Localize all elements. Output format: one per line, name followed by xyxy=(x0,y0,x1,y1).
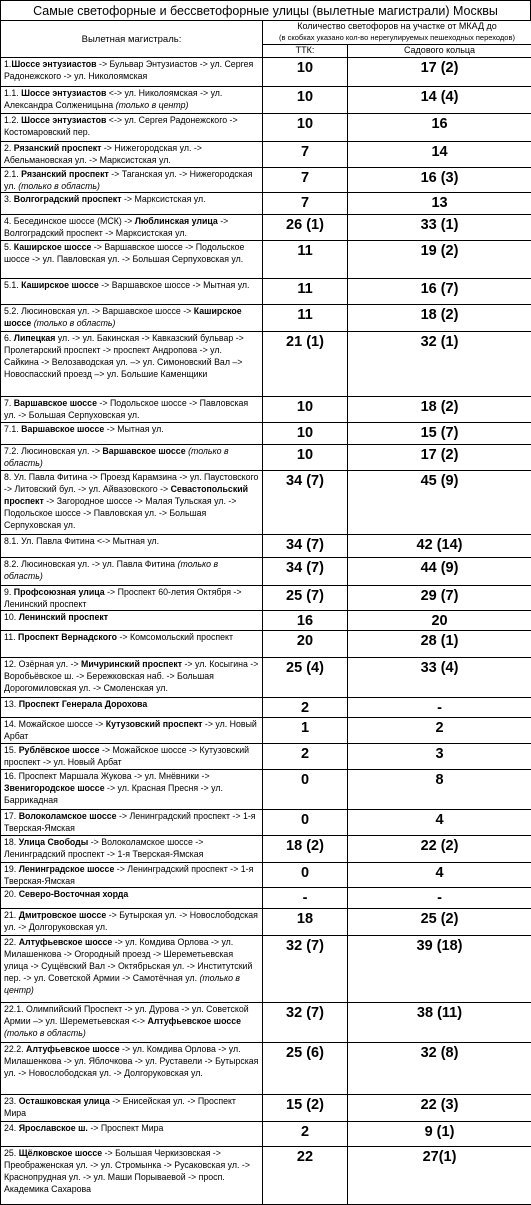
ttk-count-cell: 10 xyxy=(263,114,348,142)
route-text: 8.1. Ул. Павла Фитина <-> Мытная ул. xyxy=(4,536,159,546)
ttk-count-cell: 25 (4) xyxy=(263,658,348,698)
route-text: 16. Проспект Маршала Жукова -> ул. Мнёвники -> xyxy=(4,771,210,781)
garden-ring-count-cell: 33 (1) xyxy=(348,215,531,241)
table-row xyxy=(1,558,531,586)
garden-ring-count-cell: 15 (7) xyxy=(348,423,531,445)
route-highway-name: Каширское шоссе xyxy=(14,242,92,252)
route-highway-name: Кутузовский проспект xyxy=(106,719,203,729)
route-text: -> Ленинградский проспект -> 1-я Тверская-Ямская xyxy=(4,864,253,886)
table-row xyxy=(1,1095,531,1122)
table-row xyxy=(1,279,531,305)
route-cell xyxy=(1,909,263,936)
table-row xyxy=(1,397,531,423)
route-text: -> Марксистская ул. xyxy=(122,194,206,204)
route-cell xyxy=(1,1003,263,1043)
garden-ring-count-cell: 32 (1) xyxy=(348,332,531,397)
route-cell xyxy=(1,87,263,114)
route-text: -> Варшавское шоссе -> Мытная ул. xyxy=(99,280,250,290)
route-text: -> ул. Комдива Орлова -> ул. Милашенкова -> ул. Яблочкова -> ул. Руставели -> Бутырская ул. -> Новослободская ул. -> Долгоруковская ул. xyxy=(4,1044,258,1078)
table-row xyxy=(1,445,531,471)
garden-ring-count-cell: 16 (7) xyxy=(348,279,531,305)
route-highway-name: Улица Свободы xyxy=(19,837,89,847)
route-cell xyxy=(1,770,263,810)
garden-ring-count-cell: 29 (7) xyxy=(348,586,531,611)
ttk-count-cell: 7 xyxy=(263,168,348,193)
route-cell xyxy=(1,114,263,142)
route-text: 5.2. Люсиновская ул. -> Варшавское шоссе -> xyxy=(4,306,194,316)
route-cell xyxy=(1,611,263,631)
route-text: -> Варшавское шоссе -> Подольское шоссе -> ул. Павловская ул. -> Большая Серпуховская ул. xyxy=(4,242,244,264)
route-cell xyxy=(1,535,263,558)
table-row xyxy=(1,168,531,193)
route-text: <-> ул. Сергея Радонежского -> Костомаровский пер. xyxy=(4,115,238,137)
route-text: -> Загородное шоссе -> Малая Тульская ул. -> Подольское шоссе -> Павловская ул. -> Большая Серпуховская ул. xyxy=(4,496,236,530)
table-row xyxy=(1,718,531,744)
route-text: 17. xyxy=(4,811,19,821)
route-text: 23. xyxy=(4,1096,19,1106)
garden-ring-count-cell: 18 (2) xyxy=(348,397,531,423)
table-row xyxy=(1,215,531,241)
route-highway-name: Ярославское ш. xyxy=(19,1123,88,1133)
route-cell xyxy=(1,810,263,836)
route-cell xyxy=(1,305,263,332)
table-row xyxy=(1,332,531,397)
route-highway-name: Осташковская улица xyxy=(19,1096,110,1106)
route-text: 7.1. xyxy=(4,424,21,434)
table-row xyxy=(1,586,531,611)
ttk-count-cell: 7 xyxy=(263,142,348,168)
route-highway-name: Варшавское шоссе xyxy=(21,424,104,434)
garden-ring-count-cell: 19 (2) xyxy=(348,241,531,279)
route-text: -> Проспект Мира xyxy=(88,1123,164,1133)
route-text: 2. xyxy=(4,143,14,153)
route-cell xyxy=(1,888,263,909)
route-highway-name: Ленинградское шоссе xyxy=(19,864,115,874)
table-row xyxy=(1,423,531,445)
route-text: -> Бутырская ул. -> Новослободская ул. -> Долгоруковская ул. xyxy=(4,910,258,932)
route-direction-note: (только в область) xyxy=(4,446,229,468)
header-route: Вылетная магистраль: xyxy=(1,21,263,58)
route-highway-name: Волоколамское шоссе xyxy=(19,811,117,821)
route-cell xyxy=(1,631,263,658)
table-row xyxy=(1,1043,531,1095)
route-text: 13. xyxy=(4,699,19,709)
route-direction-note: (только в центр) xyxy=(116,100,189,110)
route-highway-name: Липецкая xyxy=(14,333,56,343)
ttk-count-cell: 18 (2) xyxy=(263,836,348,863)
route-cell xyxy=(1,558,263,586)
ttk-count-cell: 25 (7) xyxy=(263,586,348,611)
route-direction-note: (только в область) xyxy=(18,181,100,191)
route-cell xyxy=(1,58,263,87)
route-text: 19. xyxy=(4,864,19,874)
route-highway-name: Северо-Восточная хорда xyxy=(19,889,129,899)
route-cell xyxy=(1,193,263,215)
route-highway-name: Проспект Вернадского xyxy=(18,632,117,642)
route-text: 18. xyxy=(4,837,19,847)
table-row xyxy=(1,471,531,535)
route-cell xyxy=(1,1095,263,1122)
garden-ring-count-cell: 20 xyxy=(348,611,531,631)
route-text: 22. xyxy=(4,937,19,947)
table-row xyxy=(1,936,531,1003)
document-title: Самые светофорные и бессветофорные улицы (вылетные магистрали) Москвы xyxy=(0,0,531,20)
garden-ring-count-cell: 25 (2) xyxy=(348,909,531,936)
route-cell xyxy=(1,698,263,718)
route-text: ул. -> ул. Бакинская -> Кавказский бульвар -> Пролетарский проспект -> проспект Андропова -> ул. Сайкина -> Велозаводская ул. –> ул. Симоновский Вал –> Новоспасский проезд –> ул. Большие Каменщики xyxy=(4,333,244,379)
garden-ring-count-cell: 45 (9) xyxy=(348,471,531,535)
route-highway-name: Севастопольский проспект xyxy=(4,484,248,506)
route-highway-name: Рязанский проспект xyxy=(21,169,109,179)
table-row xyxy=(1,305,531,332)
header-count-label: Количество светофоров на участке от МКАД до xyxy=(266,21,528,32)
ttk-count-cell: 11 xyxy=(263,305,348,332)
route-text: 22.2. xyxy=(4,1044,26,1054)
garden-ring-count-cell: 17 (2) xyxy=(348,445,531,471)
garden-ring-count-cell: 4 xyxy=(348,863,531,888)
route-text: 6. xyxy=(4,333,14,343)
route-text: 20. xyxy=(4,889,19,899)
table-row xyxy=(1,744,531,770)
table-row xyxy=(1,241,531,279)
garden-ring-count-cell: 38 (11) xyxy=(348,1003,531,1043)
ttk-count-cell: 18 xyxy=(263,909,348,936)
table-row xyxy=(1,193,531,215)
route-highway-name: Рязанский проспект xyxy=(14,143,102,153)
ttk-count-cell: 32 (7) xyxy=(263,1003,348,1043)
ttk-count-cell: 32 (7) xyxy=(263,936,348,1003)
table-row xyxy=(1,87,531,114)
route-highway-name: Алтуфьевское шоссе xyxy=(147,1016,241,1026)
route-text: 1.1. xyxy=(4,88,21,98)
ttk-count-cell: 0 xyxy=(263,863,348,888)
ttk-count-cell: 34 (7) xyxy=(263,558,348,586)
route-text: -> Можайское шоссе -> Кутузовский проспект -> ул. Новый Арбат xyxy=(4,745,249,767)
route-text: 4. Бесединское шоссе (МСК) -> xyxy=(4,216,135,226)
route-cell xyxy=(1,744,263,770)
ttk-count-cell: 2 xyxy=(263,1122,348,1147)
route-cell xyxy=(1,215,263,241)
route-cell xyxy=(1,1043,263,1095)
ttk-count-cell: 0 xyxy=(263,810,348,836)
table-row xyxy=(1,863,531,888)
route-cell xyxy=(1,1122,263,1147)
garden-ring-count-cell: 39 (18) xyxy=(348,936,531,1003)
garden-ring-count-cell: 33 (4) xyxy=(348,658,531,698)
table-row xyxy=(1,698,531,718)
route-highway-name: Люблинская улица xyxy=(135,216,218,226)
route-cell xyxy=(1,936,263,1003)
route-cell xyxy=(1,1147,263,1205)
table-row xyxy=(1,770,531,810)
ttk-count-cell: 10 xyxy=(263,87,348,114)
route-direction-note: (только в область) xyxy=(4,559,218,581)
garden-ring-count-cell: 16 (3) xyxy=(348,168,531,193)
route-text: 5. xyxy=(4,242,14,252)
route-highway-name: Профсоюзная улица xyxy=(14,587,105,597)
route-text: -> Мытная ул. xyxy=(104,424,163,434)
garden-ring-count-cell: 44 (9) xyxy=(348,558,531,586)
route-cell xyxy=(1,142,263,168)
route-text: 21. xyxy=(4,910,19,920)
table-body xyxy=(1,58,531,1205)
garden-ring-count-cell: 4 xyxy=(348,810,531,836)
route-text: 9. xyxy=(4,587,14,597)
route-text: -> Енисейская ул. -> Проспект Мира xyxy=(4,1096,236,1118)
ttk-count-cell: - xyxy=(263,888,348,909)
route-highway-name: Мичуринский проспект xyxy=(81,659,182,669)
ttk-count-cell: 20 xyxy=(263,631,348,658)
route-text: 25. xyxy=(4,1148,19,1158)
ttk-count-cell: 2 xyxy=(263,744,348,770)
route-cell xyxy=(1,241,263,279)
route-highway-name: Рублёвское шоссе xyxy=(19,745,100,755)
route-text: -> Подольское шоссе -> Павловская ул. -> Большая Серпуховская ул. xyxy=(4,398,248,420)
route-highway-name: Звенигородское шоссе xyxy=(4,783,105,793)
route-text: 22.1. Олимпийский Проспект -> ул. Дурова -> ул. Советской Армии –> ул. Шереметьевская <-> xyxy=(4,1004,249,1026)
route-highway-name: Шоссе энтузиастов xyxy=(21,115,106,125)
ttk-count-cell: 1 xyxy=(263,718,348,744)
route-text: 12. Озёрная ул. -> xyxy=(4,659,81,669)
route-direction-note: (только в область) xyxy=(34,318,116,328)
ttk-count-cell: 10 xyxy=(263,58,348,87)
route-text: 7. xyxy=(4,398,14,408)
traffic-lights-table xyxy=(0,20,531,1205)
ttk-count-cell: 11 xyxy=(263,241,348,279)
route-highway-name: Проспект Генерала Дорохова xyxy=(19,699,148,709)
route-text: 24. xyxy=(4,1123,19,1133)
ttk-count-cell: 2 xyxy=(263,698,348,718)
route-text: 11. xyxy=(4,632,18,642)
route-text: -> Волоколамское шоссе -> Ленинградский проспект -> 1-я Тверская-Ямская xyxy=(4,837,203,859)
route-cell xyxy=(1,471,263,535)
route-cell xyxy=(1,836,263,863)
route-cell xyxy=(1,718,263,744)
table-row xyxy=(1,58,531,87)
header-count xyxy=(263,21,531,45)
route-text: -> Бульвар Энтузиастов -> ул. Сергея Радонежского -> ул. Николоямская xyxy=(4,59,253,81)
route-text: -> ул. Косыгина -> Воробьёвское ш. -> Бережковская наб. -> Большая Дорогомиловская ул. -> Смоленская ул. xyxy=(4,659,258,693)
route-text: 7.2. Люсиновская ул. -> xyxy=(4,446,102,456)
garden-ring-count-cell: 14 (4) xyxy=(348,87,531,114)
garden-ring-count-cell: - xyxy=(348,698,531,718)
route-direction-note: (только в область) xyxy=(4,1028,86,1038)
garden-ring-count-cell: 8 xyxy=(348,770,531,810)
route-text: 8.2. Люсиновская ул. -> ул. Павла Фитина xyxy=(4,559,178,569)
route-highway-name: Алтуфьевское шоссе xyxy=(19,937,113,947)
garden-ring-count-cell: 13 xyxy=(348,193,531,215)
route-highway-name: Варшавское шоссе xyxy=(14,398,97,408)
route-text: -> Комсомольский проспект xyxy=(117,632,233,642)
route-highway-name: Шоссе энтузиастов xyxy=(11,59,96,69)
route-text: -> Волгоградский проспект -> Марксистская ул. xyxy=(4,216,228,238)
garden-ring-count-cell: 14 xyxy=(348,142,531,168)
route-text: -> Нижегородская ул. -> Абельмановская ул. -> Марксистская ул. xyxy=(4,143,202,165)
route-text: <-> ул. Николоямская -> ул. Александра Солженицына xyxy=(4,88,222,110)
route-highway-name: Дмитровское шоссе xyxy=(19,910,107,920)
route-cell xyxy=(1,586,263,611)
garden-ring-count-cell: 28 (1) xyxy=(348,631,531,658)
table-row xyxy=(1,909,531,936)
route-highway-name: Ленинский проспект xyxy=(19,612,108,622)
route-highway-name: Варшавское шоссе xyxy=(102,446,185,456)
route-text: 3. xyxy=(4,194,14,204)
route-text: 1. xyxy=(4,59,11,69)
route-text: -> Проспект 60-летия Октября -> Ленинский проспект xyxy=(4,587,242,609)
garden-ring-count-cell: 2 xyxy=(348,718,531,744)
table-row xyxy=(1,114,531,142)
header-row-1 xyxy=(1,21,531,45)
table-row xyxy=(1,1122,531,1147)
ttk-count-cell: 7 xyxy=(263,193,348,215)
ttk-count-cell: 21 (1) xyxy=(263,332,348,397)
route-cell xyxy=(1,658,263,698)
garden-ring-count-cell: 16 xyxy=(348,114,531,142)
ttk-count-cell: 16 xyxy=(263,611,348,631)
table-row xyxy=(1,1147,531,1205)
ttk-count-cell: 10 xyxy=(263,423,348,445)
header-count-note: (в скобках указано кол-во нерегулируемых пешеходных переходов) xyxy=(266,32,528,43)
route-cell xyxy=(1,168,263,193)
table-row xyxy=(1,836,531,863)
ttk-count-cell: 26 (1) xyxy=(263,215,348,241)
garden-ring-count-cell: 3 xyxy=(348,744,531,770)
header-garden-ring: Садового кольца xyxy=(348,45,531,58)
table-row xyxy=(1,535,531,558)
garden-ring-count-cell: 22 (3) xyxy=(348,1095,531,1122)
route-cell xyxy=(1,397,263,423)
garden-ring-count-cell: 32 (8) xyxy=(348,1043,531,1095)
route-cell xyxy=(1,863,263,888)
ttk-count-cell: 10 xyxy=(263,445,348,471)
garden-ring-count-cell: - xyxy=(348,888,531,909)
ttk-count-cell: 15 (2) xyxy=(263,1095,348,1122)
ttk-count-cell: 34 (7) xyxy=(263,471,348,535)
route-direction-note: (только в центр) xyxy=(4,973,240,995)
route-highway-name: Волгоградский проспект xyxy=(14,194,122,204)
route-cell xyxy=(1,332,263,397)
route-text: -> ул. Новый Арбат xyxy=(4,719,257,741)
route-text: 5.1. xyxy=(4,280,21,290)
route-text: -> ул. Красная Пресня -> ул. Баррикадная xyxy=(4,783,223,805)
garden-ring-count-cell: 18 (2) xyxy=(348,305,531,332)
route-text: -> Большая Черкизовская -> Преображенская ул. -> ул. Стромынка -> Русаковская ул. -> Краснопрудная ул. -> ул. Маши Порываевой -> просп. Академика Сахарова xyxy=(4,1148,250,1194)
garden-ring-count-cell: 17 (2) xyxy=(348,58,531,87)
table-row xyxy=(1,611,531,631)
route-highway-name: Щёлковское шоссе xyxy=(19,1148,102,1158)
route-highway-name: Алтуфьевское шоссе xyxy=(26,1044,120,1054)
header-ttk: ТТК: xyxy=(263,45,348,58)
route-text: -> Таганская ул. -> Нижегородская ул. xyxy=(4,169,252,191)
table-row xyxy=(1,1003,531,1043)
route-text: 1.2. xyxy=(4,115,21,125)
route-highway-name: Шоссе энтузиастов xyxy=(21,88,106,98)
table-row xyxy=(1,810,531,836)
table-row xyxy=(1,888,531,909)
ttk-count-cell: 11 xyxy=(263,279,348,305)
ttk-count-cell: 34 (7) xyxy=(263,535,348,558)
ttk-count-cell: 10 xyxy=(263,397,348,423)
garden-ring-count-cell: 27(1) xyxy=(348,1147,531,1205)
ttk-count-cell: 0 xyxy=(263,770,348,810)
garden-ring-count-cell: 42 (14) xyxy=(348,535,531,558)
route-text: 15. xyxy=(4,745,19,755)
route-cell xyxy=(1,445,263,471)
table-row xyxy=(1,142,531,168)
route-text: 10. xyxy=(4,612,19,622)
route-text: -> Ленинградский проспект -> 1-я Тверская-Ямская xyxy=(4,811,256,833)
route-text: 2.1. xyxy=(4,169,21,179)
ttk-count-cell: 25 (6) xyxy=(263,1043,348,1095)
table-row xyxy=(1,631,531,658)
route-cell xyxy=(1,423,263,445)
route-highway-name: Каширское шоссе xyxy=(4,306,242,328)
route-text: 8. Ул. Павла Фитина -> Проезд Карамзина -> ул. Паустовского -> Литовский бул. -> ул. Айвазовского -> xyxy=(4,472,258,494)
route-cell xyxy=(1,279,263,305)
ttk-count-cell: 22 xyxy=(263,1147,348,1205)
route-text: 14. Можайское шоссе -> xyxy=(4,719,106,729)
table-row xyxy=(1,658,531,698)
garden-ring-count-cell: 22 (2) xyxy=(348,836,531,863)
garden-ring-count-cell: 9 (1) xyxy=(348,1122,531,1147)
route-highway-name: Каширское шоссе xyxy=(21,280,99,290)
route-text: -> ул. Комдива Орлова -> ул. Милашенкова -> Огородный проезд -> Шереметьевская улица -> Сущёвский Вал -> Октябрьская ул. -> Институтский пер. -> ул. Советской Армии -> Самотёчная ул. xyxy=(4,937,252,983)
